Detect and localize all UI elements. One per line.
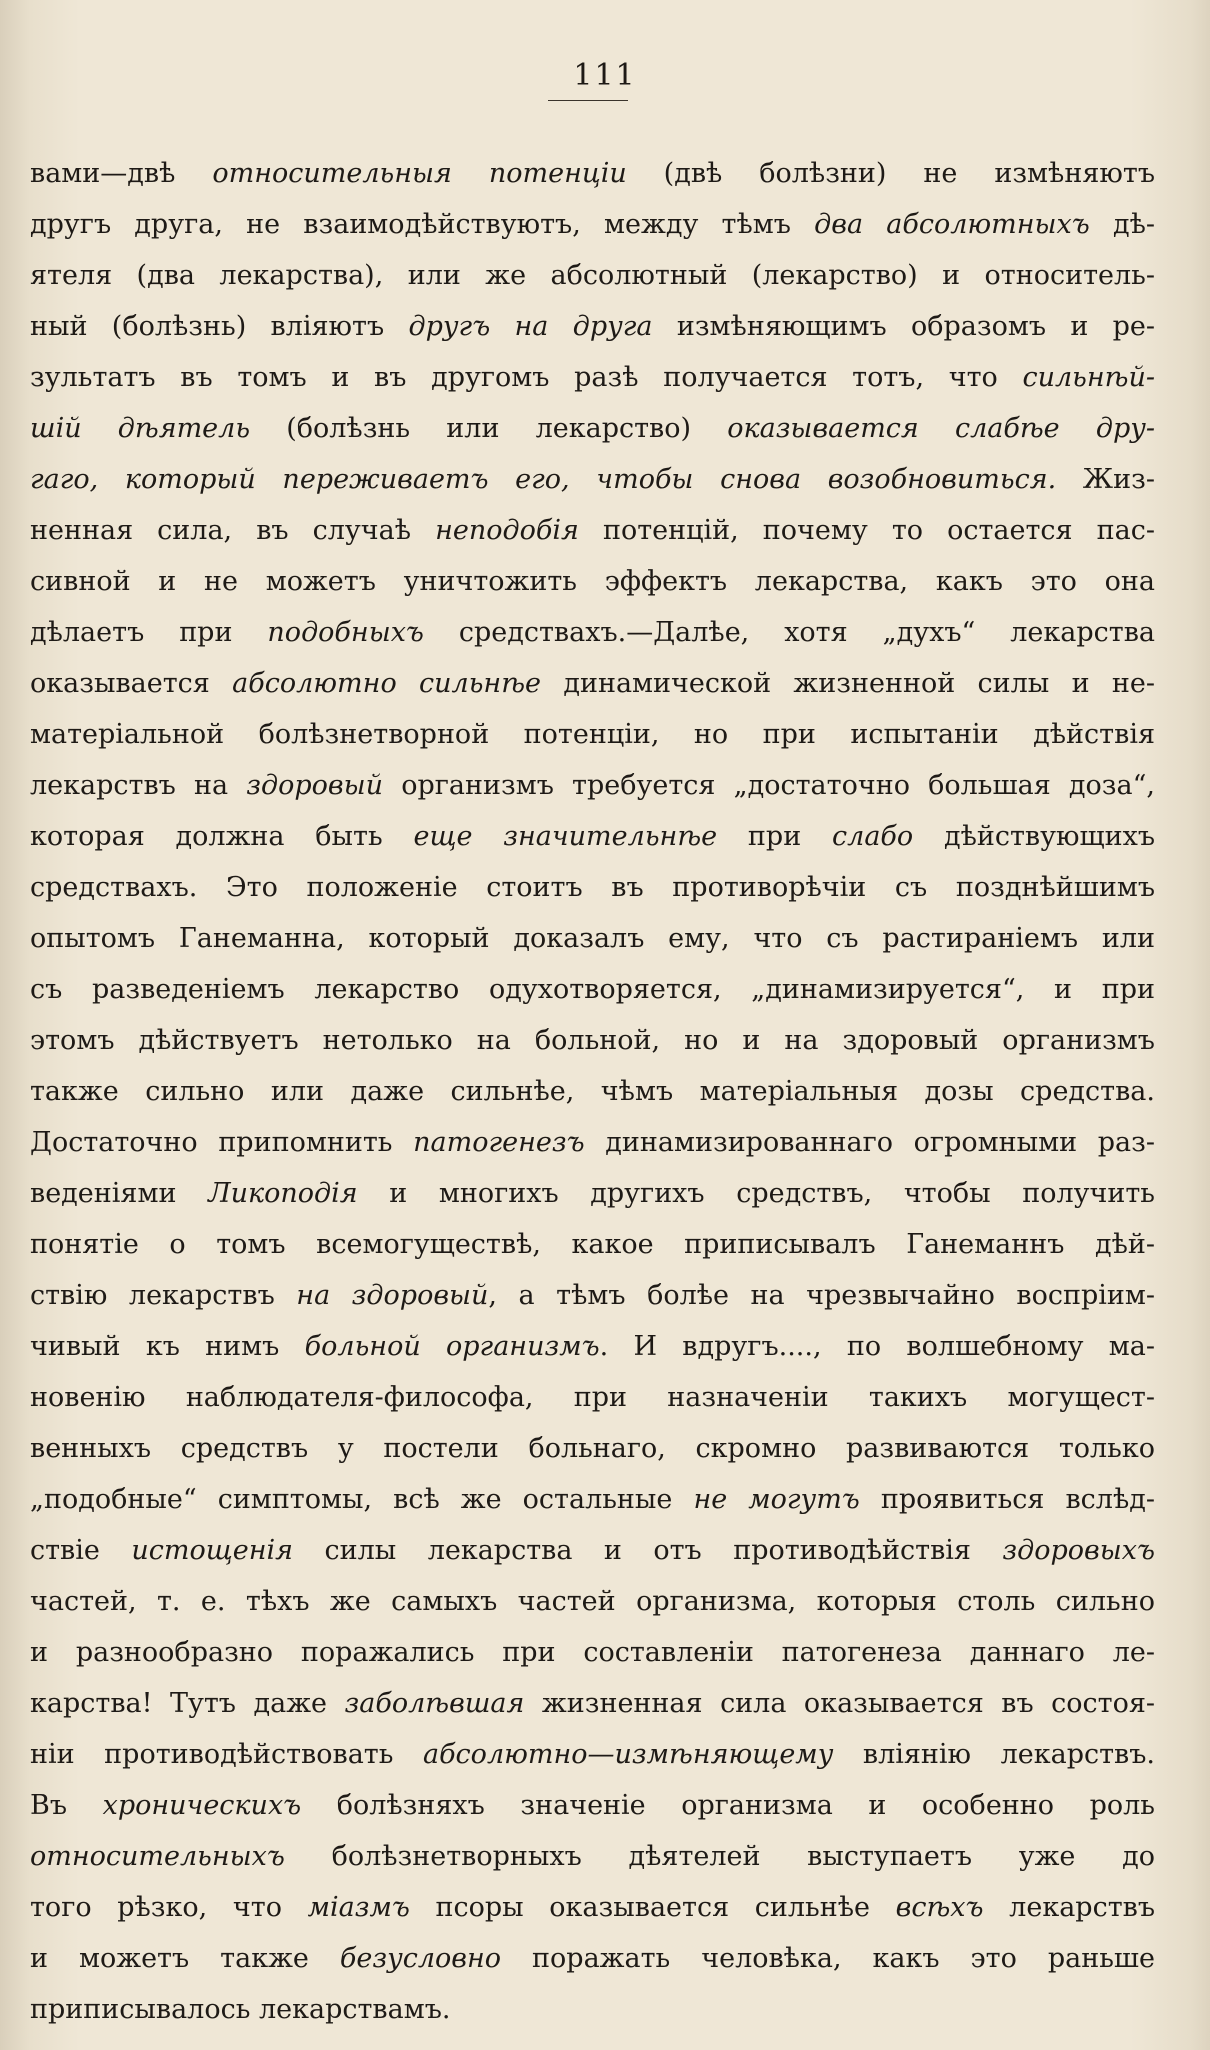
text-segment: оказывается <box>30 668 233 699</box>
text-segment: (болѣзнь или лекарство) <box>250 413 728 444</box>
text-line <box>30 709 1155 760</box>
text-segment: новенію наблюдателя-философа, при назначеніи такихъ могущест- <box>30 1382 1155 1413</box>
text-segment: болѣзняхъ значеніе организма и особенно роль <box>301 1790 1155 1821</box>
italic-text: подобныхъ <box>267 617 424 648</box>
text-segment: динамической жизненной силы и не- <box>541 668 1155 699</box>
text-line <box>30 862 1155 913</box>
body-text <box>30 148 1155 2035</box>
text-segment: динамизированнаго огромными раз- <box>584 1127 1155 1158</box>
italic-text: слабо <box>832 821 914 852</box>
text-segment: дѣ- <box>1089 209 1155 240</box>
text-segment: ненная сила, въ случаѣ <box>30 515 436 546</box>
text-segment: которая должна быть <box>30 821 414 852</box>
text-line <box>30 1984 1155 2035</box>
italic-text: неподобія <box>435 515 579 546</box>
text-segment: опытомъ Ганеманна, который доказалъ ему, что съ растираніемъ или <box>30 923 1155 954</box>
text-line <box>30 1933 1155 1984</box>
text-line <box>30 1678 1155 1729</box>
text-segment: матеріальной болѣзнетворной потенціи, но при испытаніи дѣйствія <box>30 719 1155 750</box>
text-segment: лекарствъ на <box>30 770 247 801</box>
italic-text: не могутъ <box>693 1484 860 1515</box>
italic-text: заболѣвшая <box>344 1688 525 1719</box>
italic-text: абсолютно сильнѣе <box>232 668 542 699</box>
text-line <box>30 199 1155 250</box>
italic-text: шій дѣятель <box>30 413 251 444</box>
text-line <box>30 1168 1155 1219</box>
text-line <box>30 556 1155 607</box>
text-segment: дѣлаетъ при <box>30 617 268 648</box>
text-segment: Жиз- <box>1056 464 1155 495</box>
text-segment: вліянію лекарствъ. <box>833 1739 1155 1770</box>
text-segment: ствіе <box>30 1535 132 1566</box>
italic-text: больной организмъ <box>304 1331 600 1362</box>
text-segment: средствахъ.—Далѣе, хотя „духъ“ лекарства <box>423 617 1155 648</box>
italic-text: безусловно <box>339 1943 502 1974</box>
text-segment: „подобные“ симптомы, всѣ же остальные <box>30 1484 694 1515</box>
text-line <box>30 1321 1155 1372</box>
text-segment: Въ <box>30 1790 103 1821</box>
italic-text: абсолютно—измѣняющему <box>422 1739 834 1770</box>
text-line <box>30 1015 1155 1066</box>
text-line <box>30 1576 1155 1627</box>
text-line <box>30 1627 1155 1678</box>
italic-text: оказывается слабѣе дру- <box>727 413 1155 444</box>
text-line <box>30 1729 1155 1780</box>
italic-text: на здоровый <box>296 1280 489 1311</box>
text-line <box>30 658 1155 709</box>
text-segment: проявиться вслѣд- <box>859 1484 1155 1515</box>
text-segment: болѣзнетворныхъ дѣятелей выступаетъ уже до <box>284 1841 1155 1872</box>
italic-text: гаго, который переживаетъ его, чтобы снова возобновиться. <box>30 464 1057 495</box>
text-segment: поражать человѣка, какъ это раньше <box>501 1943 1155 1974</box>
text-line <box>30 1066 1155 1117</box>
italic-text: относительныя потенціи <box>212 158 627 189</box>
text-segment: карства! Тутъ даже <box>30 1688 345 1719</box>
text-line <box>30 1831 1155 1882</box>
text-segment: . И вдругъ...., по волшебному ма- <box>599 1331 1155 1362</box>
text-segment: псоры оказывается сильнѣе <box>409 1892 896 1923</box>
text-segment: организмъ требуется „достаточно большая доза“, <box>383 770 1155 801</box>
text-line <box>30 760 1155 811</box>
italic-text: хроническихъ <box>102 1790 302 1821</box>
italic-text: патогенезъ <box>413 1127 585 1158</box>
page-number-rule <box>548 100 628 101</box>
text-segment: и разнообразно поражались при составленіи патогенеза даннаго ле- <box>30 1637 1155 1668</box>
text-segment: приписывалось лекарствамъ. <box>30 1994 451 2025</box>
text-line <box>30 301 1155 352</box>
text-segment: , а тѣмъ болѣе на чрезвычайно воспріим- <box>488 1280 1155 1311</box>
italic-text: относительныхъ <box>30 1841 285 1872</box>
text-segment: при <box>717 821 832 852</box>
text-segment: жизненная сила оказывается въ состоя- <box>524 1688 1155 1719</box>
text-line <box>30 964 1155 1015</box>
text-segment: этомъ дѣйствуетъ нетолько на больной, но и на здоровый организмъ <box>30 1025 1155 1056</box>
italic-text: Ликоподія <box>208 1178 358 1209</box>
text-line <box>30 1780 1155 1831</box>
text-line <box>30 1423 1155 1474</box>
text-segment: Достаточно припомнить <box>30 1127 414 1158</box>
text-line <box>30 454 1155 505</box>
italic-text: сильнѣй- <box>1022 362 1155 393</box>
text-segment: другъ друга, не взаимодѣйствуютъ, между тѣмъ <box>30 209 815 240</box>
italic-text: всѣхъ <box>895 1892 984 1923</box>
italic-text: здоровыхъ <box>1002 1535 1155 1566</box>
text-segment: и можетъ также <box>30 1943 340 1974</box>
text-segment: силы лекарства и отъ противодѣйствія <box>293 1535 1003 1566</box>
text-segment: того рѣзко, что <box>30 1892 308 1923</box>
text-segment: ніи противодѣйствовать <box>30 1739 423 1770</box>
text-segment: лекарствъ <box>983 1892 1155 1923</box>
italic-text: здоровый <box>246 770 384 801</box>
text-segment: зультатъ въ томъ и въ другомъ разѣ получается тотъ, что <box>30 362 1023 393</box>
text-segment: измѣняющимъ образомъ и ре- <box>652 311 1155 342</box>
text-line <box>30 1474 1155 1525</box>
text-segment: частей, т. е. тѣхъ же самыхъ частей организма, которыя столь сильно <box>30 1586 1155 1617</box>
italic-text: еще значительнѣе <box>413 821 718 852</box>
text-line <box>30 913 1155 964</box>
text-line <box>30 148 1155 199</box>
text-line <box>30 1882 1155 1933</box>
text-segment: потенцій, почему то остается пас- <box>578 515 1155 546</box>
text-line <box>30 250 1155 301</box>
text-segment: чивый къ нимъ <box>30 1331 305 1362</box>
text-line <box>30 1372 1155 1423</box>
text-segment: и многихъ другихъ средствъ, чтобы получить <box>357 1178 1155 1209</box>
text-segment: также сильно или даже сильнѣе, чѣмъ матеріальныя дозы средства. <box>30 1076 1155 1107</box>
text-segment: съ разведеніемъ лекарство одухотворяется, „динамизируется“, и при <box>30 974 1155 1005</box>
text-segment: венныхъ средствъ у постели больнаго, скромно развиваются только <box>30 1433 1155 1464</box>
text-segment: (двѣ болѣзни) не измѣняютъ <box>626 158 1155 189</box>
text-segment: средствахъ. Это положеніе стоитъ въ противорѣчіи съ позднѣйшимъ <box>30 872 1155 903</box>
text-line <box>30 352 1155 403</box>
italic-text: два абсолютныхъ <box>814 209 1090 240</box>
italic-text: міазмъ <box>307 1892 410 1923</box>
text-segment: дѣйствующихъ <box>913 821 1155 852</box>
italic-text: истощенія <box>131 1535 294 1566</box>
text-line <box>30 505 1155 556</box>
text-segment: сивной и не можетъ уничтожить эффектъ лекарства, какъ это она <box>30 566 1155 597</box>
text-line <box>30 1270 1155 1321</box>
text-segment: веденіями <box>30 1178 209 1209</box>
text-line <box>30 1117 1155 1168</box>
text-line <box>30 1525 1155 1576</box>
text-line <box>30 607 1155 658</box>
text-line <box>30 811 1155 862</box>
text-segment: ятеля (два лекарства), или же абсолютный (лекарство) и относитель- <box>30 260 1155 291</box>
text-segment: ный (болѣзнь) вліяютъ <box>30 311 409 342</box>
text-segment: понятіе о томъ всемогуществѣ, какое приписывалъ Ганеманнъ дѣй- <box>30 1229 1155 1260</box>
italic-text: другъ на друга <box>408 311 653 342</box>
page-number: 111 <box>573 58 637 93</box>
text-segment: вами—двѣ <box>30 158 213 189</box>
text-line <box>30 1219 1155 1270</box>
text-line <box>30 403 1155 454</box>
text-segment: ствію лекарствъ <box>30 1280 297 1311</box>
